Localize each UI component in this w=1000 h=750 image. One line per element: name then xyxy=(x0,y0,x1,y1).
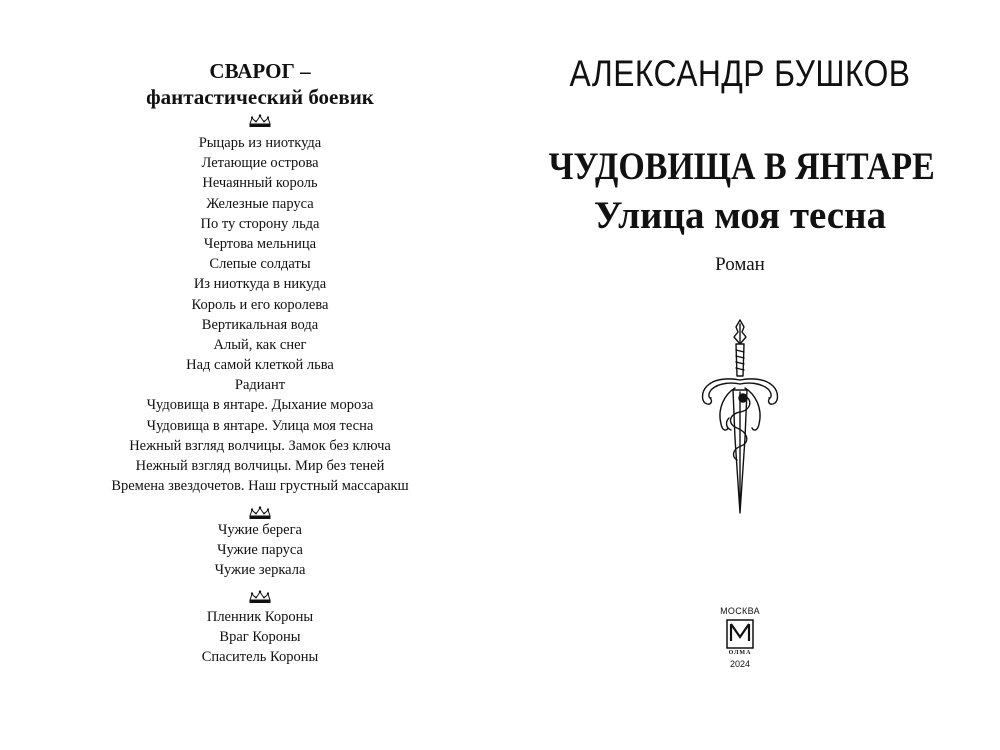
crown-icon xyxy=(247,590,273,604)
publisher-block xyxy=(700,605,780,670)
right-page xyxy=(520,0,960,750)
list-item: Чертова мельница xyxy=(203,235,317,252)
list-item: Радиант xyxy=(234,377,286,394)
series-title-line1: СВАРОГ – xyxy=(209,59,311,83)
dagger-icon xyxy=(695,318,785,518)
list-item: Чужие паруса xyxy=(217,542,303,559)
crown-icon xyxy=(247,506,273,520)
list-item: Над самой клеткой льва xyxy=(186,357,334,374)
publisher-city: МОСКВА xyxy=(720,606,760,616)
book-title-line1: ЧУДОВИЩА В ЯНТАРЕ xyxy=(548,145,935,188)
series-title-line2: фантастический боевик xyxy=(146,85,374,109)
book-title-line2: Улица моя тесна xyxy=(593,194,887,237)
list-item: Спаситель Короны xyxy=(201,649,319,666)
list-item: Чудовища в янтаре. Дыхание мороза xyxy=(146,397,374,414)
author-name: АЛЕКСАНДР БУШКОВ xyxy=(569,53,911,94)
publisher-logo-text: ОЛМА xyxy=(728,650,752,656)
book-list-korona xyxy=(60,607,460,668)
genre-label: Роман xyxy=(715,254,765,275)
list-item: Нежный взгляд волчицы. Мир без теней xyxy=(135,458,385,474)
list-item: Чужие зеркала xyxy=(214,562,306,579)
list-item: Вертикальная вода xyxy=(201,316,319,333)
list-item: Железные паруса xyxy=(206,195,314,212)
list-item: Пленник Короны xyxy=(206,609,314,625)
list-item: Нежный взгляд волчицы. Замок без ключа xyxy=(129,437,391,454)
list-item: Слепые солдаты xyxy=(209,256,311,273)
list-item: Нечаянный король xyxy=(202,175,318,192)
olma-logo-icon xyxy=(726,619,754,649)
list-item: Враг Короны xyxy=(219,629,301,646)
book-list-main-series xyxy=(60,133,460,496)
list-item: По ту сторону льда xyxy=(200,215,320,232)
list-item: Из ниоткуда в никуда xyxy=(193,276,327,293)
list-item: Летающие острова xyxy=(201,155,319,172)
publication-year: 2024 xyxy=(729,659,751,669)
list-item: Чудовища в янтаре. Улица моя тесна xyxy=(146,417,374,434)
list-item: Времена звездочетов. Наш грустный массаракш xyxy=(111,478,409,495)
book-list-chuzhie xyxy=(60,520,460,581)
left-page xyxy=(60,0,460,750)
list-item: Чужие берега xyxy=(217,522,302,538)
list-item: Король и его королева xyxy=(191,296,329,313)
crown-icon xyxy=(247,114,273,128)
list-item: Алый, как снег xyxy=(213,336,307,353)
list-item: Рыцарь из ниоткуда xyxy=(198,135,322,151)
